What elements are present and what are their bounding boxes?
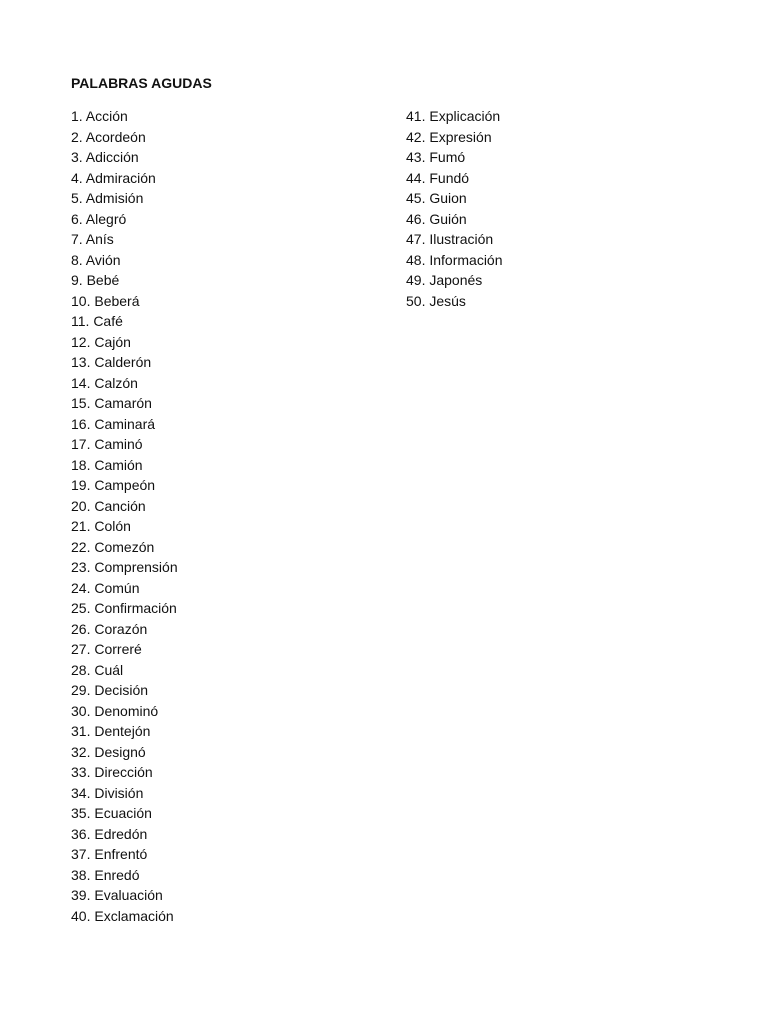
list-item: 26. Corazón: [71, 620, 148, 637]
word-list-column-1: [71, 106, 178, 926]
list-item: 47. Ilustración: [406, 231, 494, 247]
list-item: 14. Calzón: [71, 374, 138, 391]
page-title: PALABRAS AGUDAS: [71, 75, 212, 91]
list-item: 7. Anís: [71, 231, 114, 247]
list-item: 24. Común: [71, 579, 140, 596]
list-item: 37. Enfrentó: [71, 846, 148, 862]
list-item: 34. División: [71, 784, 144, 801]
list-item: 11. Café: [71, 313, 123, 329]
list-item: 15. Camarón: [71, 395, 152, 411]
list-item: 48. Información: [406, 251, 503, 268]
list-item: 21. Colón: [71, 518, 131, 534]
list-item: 39. Evaluación: [71, 887, 163, 903]
list-item: 4. Admiración: [71, 169, 156, 186]
list-item: 28. Cuál: [71, 661, 124, 678]
list-item: 36. Edredón: [71, 825, 148, 842]
list-item: 44. Fundó: [406, 169, 470, 186]
list-item: 33. Dirección: [71, 764, 153, 780]
list-item: 20. Canción: [71, 497, 146, 514]
list-item: 18. Camión: [71, 456, 143, 473]
list-item: 13. Calderón: [71, 354, 152, 370]
list-item: 35. Ecuación: [71, 805, 152, 821]
list-item: 42. Expresión: [406, 128, 492, 145]
list-item: 29. Decisión: [71, 682, 149, 698]
list-item: 2. Acordeón: [71, 128, 146, 145]
list-item: 31. Dentejón: [71, 723, 151, 739]
list-item: 32. Designó: [71, 743, 146, 760]
list-item: 50. Jesús: [406, 292, 466, 309]
word-list-column-2: [406, 106, 503, 311]
list-item: 41. Explicación: [406, 108, 501, 124]
list-item: 45. Guion: [406, 190, 467, 206]
list-item: 49. Japonés: [406, 272, 483, 288]
list-item: 1. Acción: [71, 108, 128, 124]
list-item: 8. Avión: [71, 251, 121, 268]
list-item: 9. Bebé: [71, 272, 120, 288]
list-item: 38. Enredó: [71, 866, 140, 883]
list-item: 30. Denominó: [71, 702, 159, 719]
list-item: 46. Guión: [406, 210, 467, 227]
list-item: 17. Caminó: [71, 436, 143, 452]
list-item: 40. Exclamación: [71, 907, 174, 924]
list-item: 23. Comprensión: [71, 559, 178, 575]
list-item: 25. Confirmación: [71, 600, 177, 616]
list-item: 43. Fumó: [406, 149, 466, 165]
list-item: 3. Adicción: [71, 149, 139, 165]
list-item: 12. Cajón: [71, 333, 131, 350]
list-item: 10. Beberá: [71, 292, 140, 309]
list-item: 27. Correré: [71, 641, 142, 657]
list-item: 5. Admisión: [71, 190, 144, 206]
list-item: 6. Alegró: [71, 210, 127, 227]
list-item: 22. Comezón: [71, 538, 155, 555]
list-item: 19. Campeón: [71, 477, 156, 493]
list-item: 16. Caminará: [71, 415, 156, 432]
